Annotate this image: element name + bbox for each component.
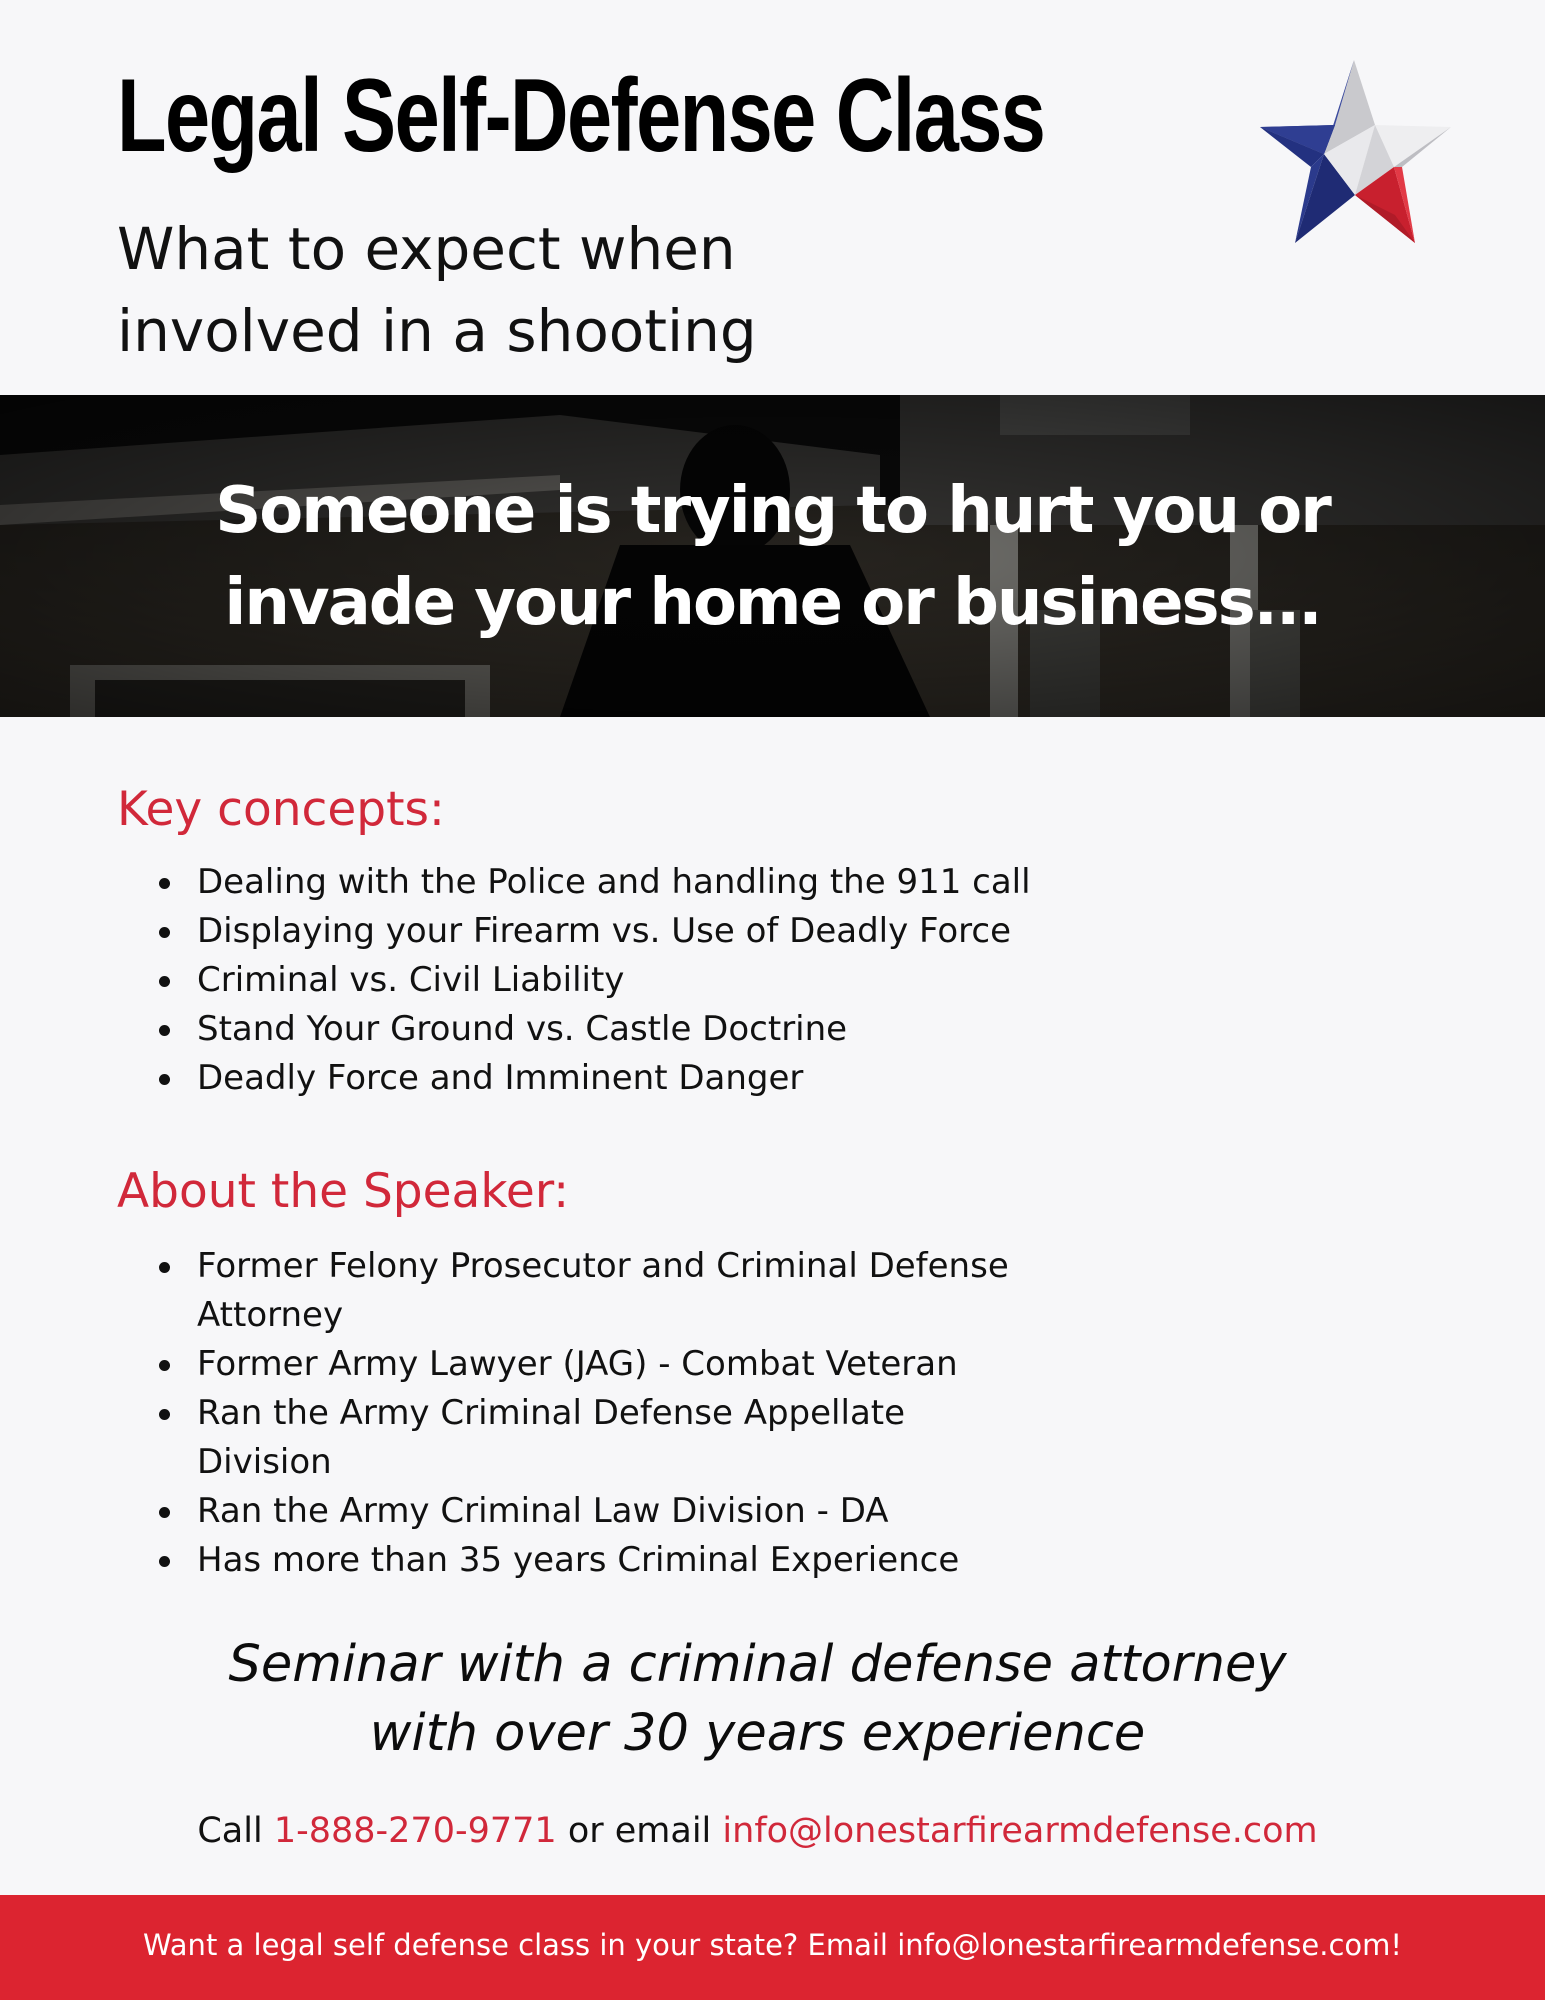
list-item: Criminal vs. Civil Liability [197, 956, 1097, 1005]
list-item: Former Felony Prosecutor and Criminal Defense Attorney [197, 1242, 1077, 1340]
bullet-icon [159, 1409, 170, 1420]
banner-line-2: invade your home or business... [224, 566, 1321, 640]
footer-text: Want a legal self defense class in your state? Email info@lonestarfirearmdefense.com! [142, 1928, 1403, 1962]
speaker-heading: About the Speaker: [117, 1164, 570, 1219]
banner-line-1: Someone is trying to hurt you or [215, 474, 1330, 548]
texas-star-icon [1255, 55, 1455, 255]
list-item: Deadly Force and Imminent Danger [197, 1054, 1097, 1103]
footer-bar [0, 1895, 1545, 2000]
list-item: Displaying your Firearm vs. Use of Deadly Force [197, 907, 1097, 956]
bullet-icon [159, 1262, 170, 1273]
email-link[interactable]: info@lonestarfirearmdefense.com [722, 1811, 1318, 1851]
seminar-tagline [0, 1630, 1515, 1768]
bullet-icon [159, 878, 170, 889]
phone-link[interactable]: 1-888-270-9771 [273, 1811, 557, 1851]
tagline-line-2: with over 30 years experience [369, 1704, 1146, 1763]
bullet-icon [159, 927, 170, 938]
tagline-line-1: Seminar with a criminal defense attorney [228, 1635, 1287, 1694]
bullet-icon [159, 1507, 170, 1518]
list-item: Former Army Lawyer (JAG) - Combat Veteran [197, 1340, 1077, 1389]
key-concepts-heading: Key concepts: [117, 782, 445, 837]
bullet-icon [159, 976, 170, 987]
bullet-icon [159, 1360, 170, 1371]
bullet-icon [159, 1025, 170, 1036]
list-item: Has more than 35 years Criminal Experience [197, 1536, 1077, 1585]
banner-headline [0, 465, 1545, 649]
hero-banner [0, 395, 1545, 717]
list-item: Ran the Army Criminal Law Division - DA [197, 1487, 1077, 1536]
page-title: Legal Self-Defense Class [117, 58, 1045, 174]
list-item: Dealing with the Police and handling the 911 call [197, 858, 1097, 907]
bullet-icon [159, 1074, 170, 1085]
page-subtitle: What to expect when involved in a shooting [117, 215, 757, 365]
bullet-icon [159, 1556, 170, 1567]
or-email-label: or email [567, 1811, 712, 1851]
contact-line [0, 1806, 1515, 1856]
call-label: Call [197, 1811, 263, 1851]
list-item: Stand Your Ground vs. Castle Doctrine [197, 1005, 1097, 1054]
key-concepts-list [197, 858, 1097, 1103]
list-item: Ran the Army Criminal Defense Appellate Division [197, 1389, 957, 1487]
speaker-list [197, 1242, 1077, 1585]
